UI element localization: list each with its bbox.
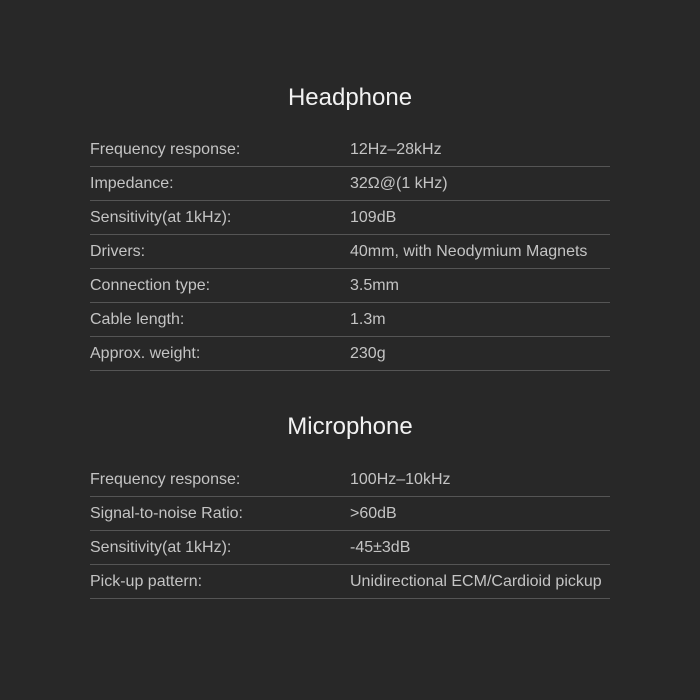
- spec-value: 1.3m: [350, 311, 386, 328]
- spec-row: [90, 133, 610, 167]
- spec-value: 3.5mm: [350, 277, 399, 294]
- spec-label: Pick-up pattern:: [90, 573, 203, 590]
- spec-row: [90, 167, 610, 201]
- spec-label: Approx. weight:: [90, 345, 201, 362]
- spec-row: [90, 269, 610, 303]
- spec-value: 109dB: [350, 209, 397, 226]
- spec-value: Unidirectional ECM/Cardioid pickup: [350, 573, 602, 590]
- spec-value: 40mm, with Neodymium Magnets: [350, 243, 588, 260]
- spec-row: [90, 303, 610, 337]
- headphone-spec-table: [90, 133, 610, 371]
- spec-row: [90, 337, 610, 371]
- spec-label: Connection type:: [90, 277, 211, 294]
- spec-value: >60dB: [350, 505, 397, 522]
- spec-row: [90, 565, 610, 599]
- headphone-title: Headphone: [287, 84, 413, 111]
- spec-label: Frequency response:: [90, 141, 241, 158]
- spec-value: -45±3dB: [350, 539, 411, 556]
- spec-label: Frequency response:: [90, 471, 241, 488]
- spec-label: Impedance:: [90, 175, 174, 192]
- spec-row: [90, 497, 610, 531]
- spec-label: Cable length:: [90, 311, 185, 328]
- spec-label: Drivers:: [90, 243, 146, 260]
- microphone-title: Microphone: [287, 413, 413, 440]
- spec-value: 100Hz–10kHz: [350, 471, 451, 488]
- spec-row: [90, 531, 610, 565]
- spec-value: 12Hz–28kHz: [350, 141, 442, 158]
- microphone-spec-table: [90, 463, 610, 599]
- spec-row: [90, 463, 610, 497]
- spec-value: 32Ω@(1 kHz): [350, 175, 448, 192]
- spec-row: [90, 201, 610, 235]
- spec-label: Sensitivity(at 1kHz):: [90, 209, 232, 226]
- spec-label: Sensitivity(at 1kHz):: [90, 539, 232, 556]
- spec-value: 230g: [350, 345, 386, 362]
- spec-label: Signal-to-noise Ratio:: [90, 505, 243, 522]
- spec-row: [90, 235, 610, 269]
